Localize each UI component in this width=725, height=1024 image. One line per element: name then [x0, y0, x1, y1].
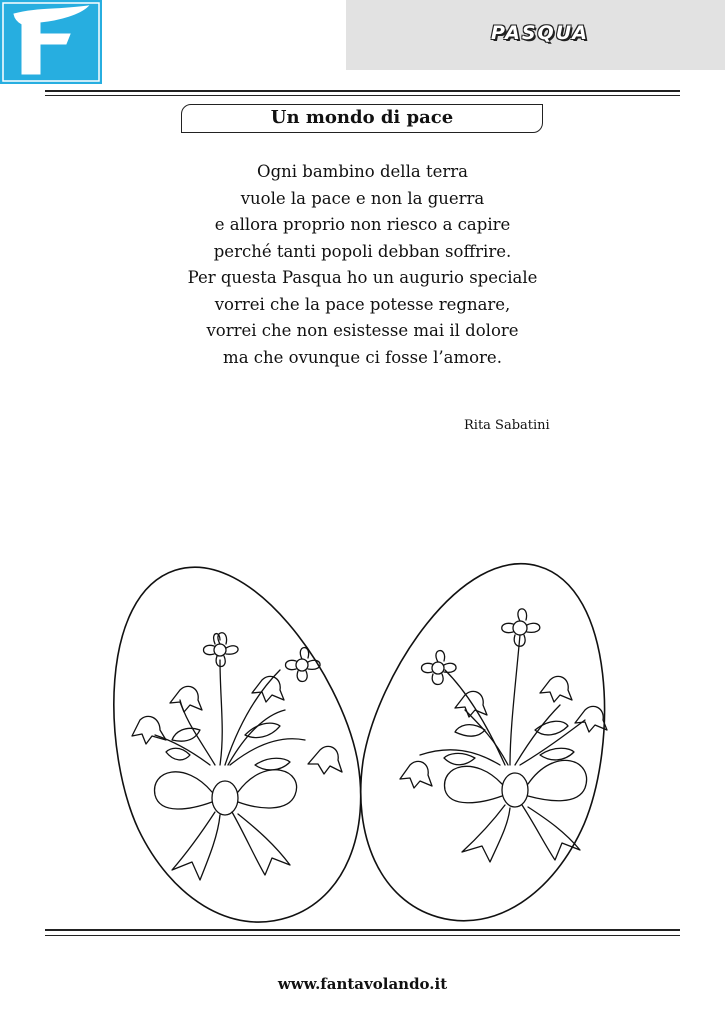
left-egg-icon — [80, 540, 399, 940]
top-divider — [45, 90, 680, 92]
top-divider-thin — [45, 95, 680, 96]
title-box — [181, 104, 543, 133]
section-title: PASQUA — [490, 22, 589, 44]
left-bouquet-icon — [132, 633, 342, 880]
easter-eggs-with-flower-bouquets-icon — [80, 540, 650, 940]
bottom-divider — [45, 929, 680, 931]
poem-line: ma che ovunque ci fosse l’amore. — [223, 347, 502, 367]
poem-author: Rita Sabatini — [464, 418, 550, 433]
bottom-divider-thin — [45, 935, 680, 936]
poem-line: e allora proprio non riesco a capire — [214, 215, 511, 234]
footer-url[interactable]: www.fantavolando.it — [277, 975, 448, 993]
right-egg-icon — [326, 540, 650, 940]
poem-line: vorrei che non esistesse mai il dolore — [206, 321, 519, 340]
poem — [140, 159, 585, 371]
page-title: Un mondo di pace — [270, 107, 454, 128]
poem-line: vuole la pace e non la guerra — [240, 188, 485, 208]
fantavolando-logo — [0, 0, 102, 84]
right-bouquet-icon — [400, 609, 607, 862]
poem-line: Ogni bambino della terra — [257, 162, 468, 181]
poem-line: Per questa Pasqua ho un augurio speciale — [187, 268, 538, 287]
poem-line: vorrei che la pace potesse regnare, — [214, 294, 511, 314]
poem-line: perché tanti popoli debban soffrire. — [213, 241, 512, 261]
